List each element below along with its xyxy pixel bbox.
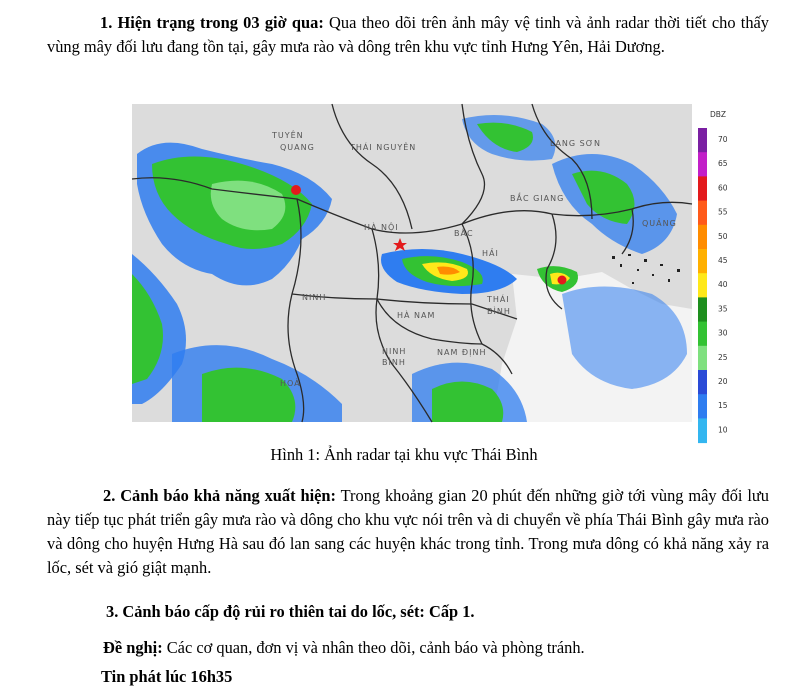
legend-level-label: 25 <box>718 352 728 362</box>
radar-marker-east <box>558 276 567 285</box>
legend-color-swatch <box>698 176 707 201</box>
legend-color-swatch <box>698 152 707 177</box>
legend-color-swatch <box>698 249 707 274</box>
legend-color-swatch <box>698 273 707 298</box>
map-label: TUYÊN <box>272 131 304 140</box>
issued-time: Tin phát lúc 16h35 <box>101 667 233 686</box>
legend-color-swatch <box>698 128 707 153</box>
legend-level-label: 55 <box>718 207 728 217</box>
legend-level-label: 40 <box>718 280 728 290</box>
map-label: LẠNG SƠN <box>550 139 602 148</box>
legend-level-label: 50 <box>718 231 728 241</box>
legend-color-swatch <box>698 225 707 250</box>
map-label: BẮC GIANG <box>510 194 565 203</box>
map-label: NINH <box>382 347 407 356</box>
section-2-paragraph <box>47 484 769 580</box>
map-label: QUẢNG <box>642 219 677 228</box>
recommendation-text: Các cơ quan, đơn vị và nhân theo dõi, cảnh báo và phòng tránh. <box>162 638 585 657</box>
legend-unit: DBZ <box>710 110 727 119</box>
legend-color-swatch <box>698 394 707 419</box>
section-3-heading: 3. Cảnh báo cấp độ rủi ro thiên tai do lốc, sét: Cấp 1. <box>106 602 475 621</box>
map-label: HẢI <box>482 249 499 258</box>
map-label: THÁI NGUYÊN <box>350 143 417 152</box>
legend-level-label: 65 <box>718 159 728 169</box>
legend-color-swatch <box>698 322 707 347</box>
legend-level-label: 10 <box>718 425 728 435</box>
radar-legend <box>694 104 738 443</box>
map-label: NAM ĐỊNH <box>437 348 487 357</box>
issued-line <box>101 665 232 689</box>
legend-level-label: 45 <box>718 256 728 265</box>
section-2-text: Trong khoảng gian 20 phút đến những giờ tới vùng mây đối lưu này tiếp tục phát triển gây mưa rào và dông cho khu vực nói trên và di chuyển về phía Thái Bình gây mưa rào và dông cho huyện Hưng Hà sau đó lan sang các huyện khác trong tỉnh. Trong mưa dông có khả năng xảy ra lốc, sét và gió giật mạnh. <box>47 486 769 577</box>
section-1-text: Qua theo dõi trên ảnh mây vệ tinh và ảnh radar thời tiết cho thấy vùng mây đối lưu đang tồn tại, gây mưa rào và dông trên khu vực tỉnh Hưng Yên, Hải Dương. <box>47 13 769 56</box>
map-label: THÁI <box>487 295 510 304</box>
legend-color-swatch <box>698 370 707 395</box>
legend-level-label: 35 <box>718 304 728 314</box>
figure-caption: Hình 1: Ảnh radar tại khu vực Thái Bình <box>270 445 538 464</box>
legend-color-swatch <box>698 418 707 443</box>
recommendation-line <box>103 636 585 660</box>
radar-marker-north <box>291 185 301 195</box>
map-label: BẮC <box>454 229 474 238</box>
map-label: BÌNH <box>487 307 511 316</box>
radar-image <box>132 104 738 435</box>
section-3-line <box>106 600 475 624</box>
map-label: HOÀ <box>280 379 301 388</box>
legend-level-label: 15 <box>718 401 728 411</box>
section-1-heading: 1. Hiện trạng trong 03 giờ qua: <box>100 13 324 32</box>
legend-color-swatch <box>698 201 707 226</box>
recommendation-label: Đề nghị: <box>103 638 163 657</box>
map-label: HÀ NAM <box>397 311 436 320</box>
map-label: NINH <box>302 293 327 302</box>
section-1-paragraph <box>47 11 769 59</box>
legend-level-label: 70 <box>718 135 728 144</box>
legend-color-swatch <box>698 346 707 371</box>
map-label: QUANG <box>280 143 315 152</box>
map-label: BÌNH <box>382 358 406 367</box>
radar-figure <box>132 104 738 435</box>
legend-level-label: 30 <box>718 328 728 338</box>
legend-level-label: 60 <box>718 183 728 193</box>
map-label: HÀ NỘI <box>364 223 399 232</box>
legend-color-swatch <box>698 297 707 322</box>
section-2-heading: 2. Cảnh báo khả năng xuất hiện: <box>103 486 336 505</box>
legend-level-label: 20 <box>718 377 728 386</box>
